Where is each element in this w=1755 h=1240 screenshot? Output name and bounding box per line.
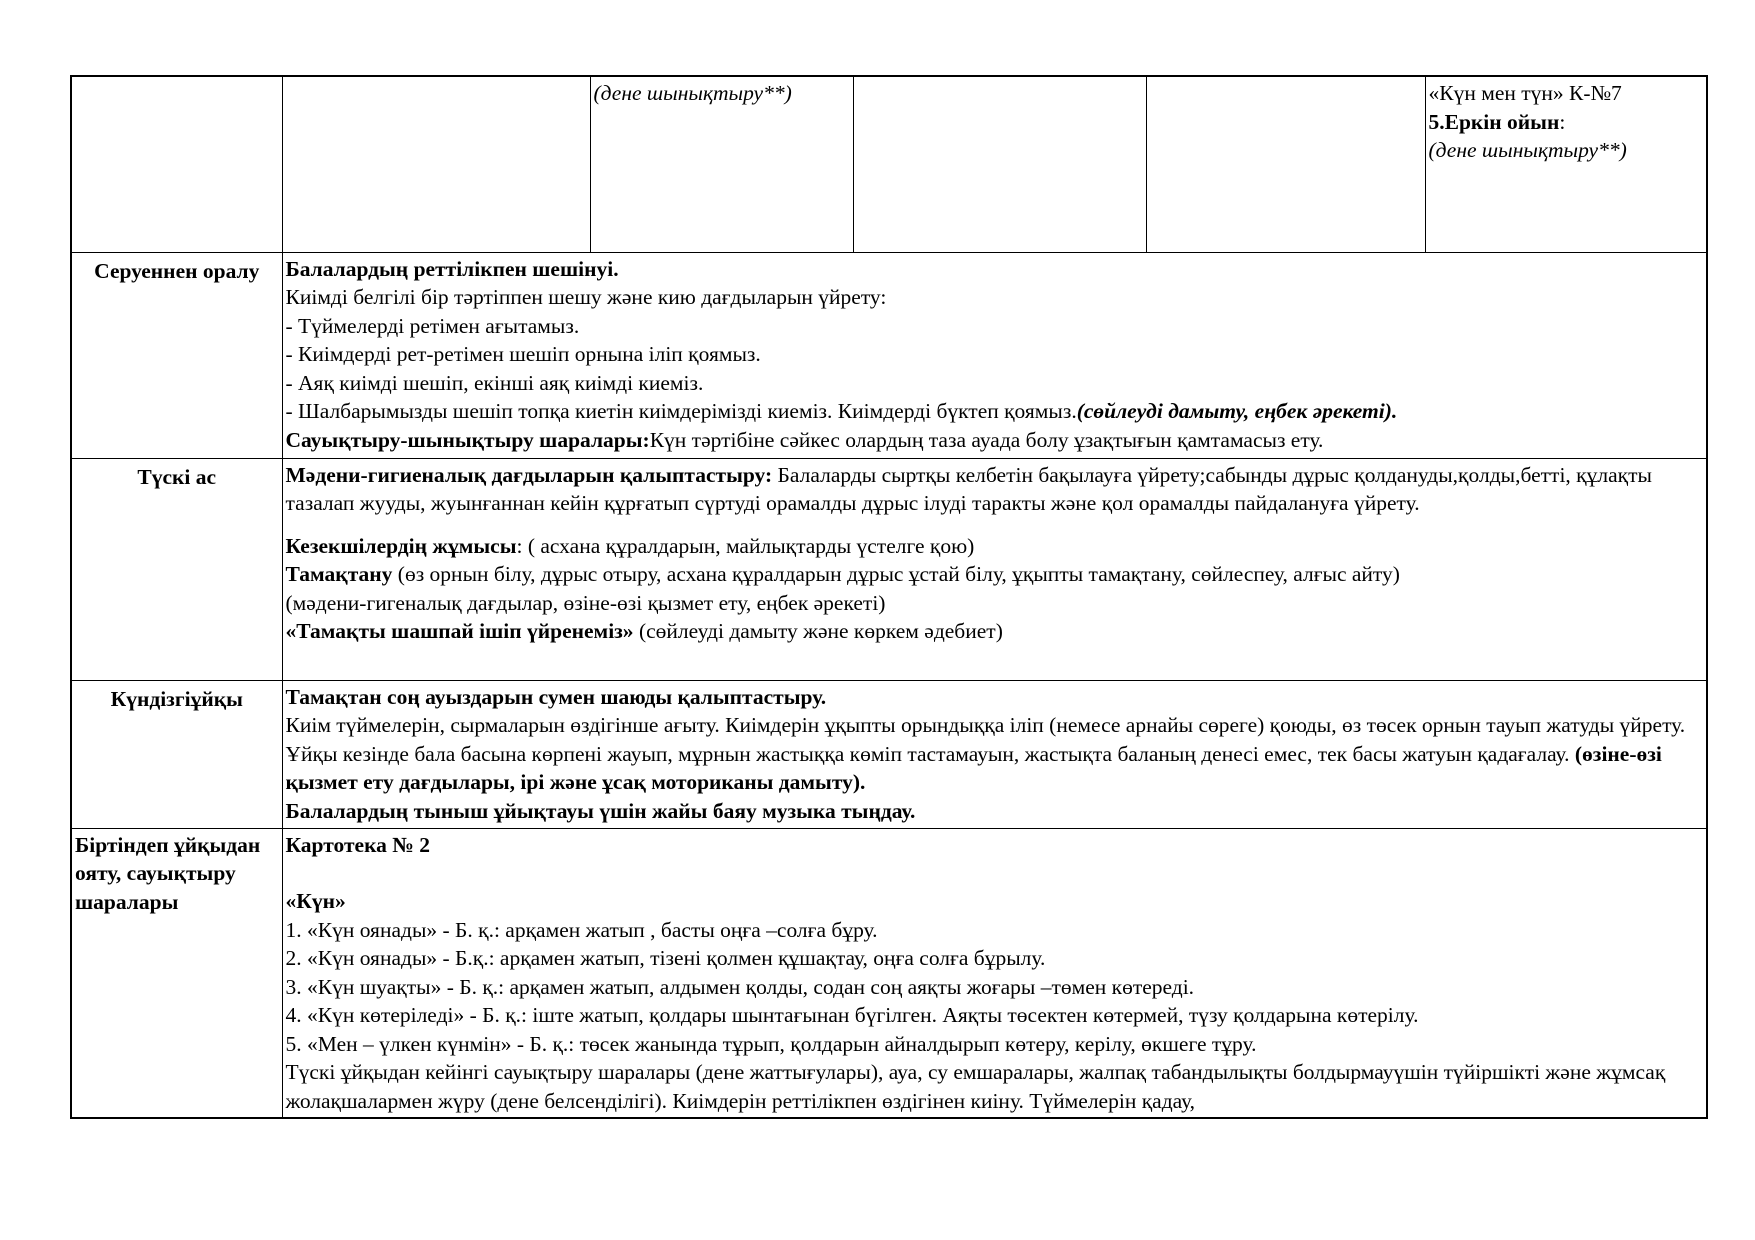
spacer xyxy=(286,518,1704,532)
paragraph xyxy=(286,461,1704,518)
inline-heading: Сауықтыру-шынықтыру шаралары: xyxy=(285,427,650,452)
exercise-item: 2. «Күн оянады» - Б.қ.: арқамен жатып, тізені қолмен құшақтау, оңға солға бұрылу. xyxy=(285,946,1046,970)
exercise-item: 4. «Күн көтеріледі» - Б. қ.: іште жатып, қолдары шынтағынан бүгілген. Аяқты төсектен көтермей, түзу қолдарына көтерілу. xyxy=(285,1003,1419,1027)
inline-text: Балаларды сыртқы келбетін бақылауға үйрету;сабынды дұрыс қолдануды,қолды,бетті, құлақты тазалап жууды, жуынғаннан кейін құрғатып сүртуді орамалды дұрыс ілуді таракты және қол орамалды пайдалануға үйрету. xyxy=(285,462,1652,515)
inline-text: Киім түймелерін, сырмаларын өздігінше ағыту. Киімдерін ұқыпты орындыққа іліп (немесе арнайы сөреге) қоюды, өз төсек орнын тауып жатуды үйрету. Ұйқы кезінде бала басына көрпені жауып, мұрнын жастыққа көміп тастамауын, жастықта баланың денесі емес, тек басы жатуын қадағалау. xyxy=(285,713,1686,766)
free-play-colon: : xyxy=(1559,109,1566,134)
cell-text xyxy=(590,76,853,252)
empty-cell xyxy=(71,76,282,252)
schedule-table xyxy=(70,75,1708,1119)
free-play-heading: 5.Еркін ойын xyxy=(1428,109,1560,134)
inline-text: : ( асхана құралдарын, майлықтарды үстелге қою) xyxy=(516,533,975,558)
inline-heading: Тамақтану xyxy=(285,562,393,586)
row-label: Күндізгіұйқы xyxy=(71,680,282,828)
exercise-item: 1. «Күн оянады» - Б. қ.: арқамен жатып , басты оңға –солға бұру. xyxy=(285,917,878,942)
skill-note: (сөйлеуді дамыту, еңбек әрекеті). xyxy=(1076,399,1398,423)
card-index-title: Картотека № 2 xyxy=(285,832,430,857)
exercise-item: 5. «Мен – үлкен күнмін» - Б. қ.: төсек жанында тұрып, қолдарын айналдырып көтеру, керілу, өкшеге тұру. xyxy=(285,1031,1257,1056)
empty-cell xyxy=(1146,76,1425,252)
inline-text: (сөйлеуді дамыту және көркем әдебиет) xyxy=(633,619,1003,643)
row-label: Біртіндеп ұйқыдан ояту, сауықтыру шаралары xyxy=(71,828,282,1118)
skill-note: (өзіне-өзі қызмет ету дағдылары, ірі және ұсақ моториканы дамыту). xyxy=(285,741,1662,794)
list-item xyxy=(286,397,1704,426)
cell-text xyxy=(282,828,1707,1118)
text-line: Киімді белгілі бір тәртіппен шешу және кию дағдыларын үйрету: xyxy=(285,285,887,309)
empty-cell xyxy=(282,76,590,252)
paragraph xyxy=(286,617,1704,646)
inline-heading: Кезекшілердің жұмысы xyxy=(285,533,517,558)
list-item-text: - Шалбарымызды шешіп топқа киетін киімдерімізді киеміз. Киімдерді бүктеп қоямыз. xyxy=(285,399,1077,423)
cell-text xyxy=(282,252,1707,458)
cell-text xyxy=(282,680,1707,828)
text-line: (мәдени-гигеналық дағдылар, өзіне-өзі қызмет ету, еңбек әрекеті) xyxy=(285,590,886,615)
paragraph: Түскі ұйқыдан кейінгі сауықтыру шаралары (дене жаттығулары), ауа, су емшаралары, жалпақ табандылықты болдырмауүшін түйіршікті және жұмсақ жолақшалармен жүру (дене белсенділігі). Киімдерін реттілікпен өздігінен киіну. Түймелерін қадау, xyxy=(285,1060,1666,1113)
paragraph xyxy=(286,711,1704,797)
table-row xyxy=(71,680,1707,828)
paragraph xyxy=(286,532,1704,561)
inline-heading: «Тамақты шашпай ішіп үйренеміз» xyxy=(285,619,634,643)
row-label: Түскі ас xyxy=(71,458,282,680)
spacer xyxy=(286,859,1704,887)
exercise-set-title: «Күн» xyxy=(285,889,346,913)
inline-text: (өз орнын білу, дұрыс отыру, асхана құралдарын дұрыс ұстай білу, ұқыпты тамақтану, сөйлеспеу, алғыс айту) xyxy=(392,562,1400,586)
table-row xyxy=(71,76,1707,252)
free-play-line xyxy=(1429,108,1704,137)
section-heading: Тамақтан соң ауыздарын сумен шаюды қалыптастыру. xyxy=(285,684,827,709)
document-page xyxy=(70,75,1706,1119)
inline-text: Күн тәртібіне сәйкес олардың таза ауада болу ұзақтығын қамтамасыз ету. xyxy=(649,427,1324,452)
table-row xyxy=(71,458,1707,680)
paragraph xyxy=(286,560,1704,589)
section-heading: Балалардың реттілікпен шешінуі. xyxy=(285,256,619,281)
game-card-ref: «Күн мен түн» К-№7 xyxy=(1428,81,1622,105)
cell-text xyxy=(1425,76,1707,252)
cell-text xyxy=(282,458,1707,680)
table-row xyxy=(71,252,1707,458)
activity-note: (дене шынықтыру**) xyxy=(593,81,792,105)
text-line xyxy=(286,426,1704,455)
table-row xyxy=(71,828,1707,1118)
list-item: - Түймелерді ретімен ағытамыз. xyxy=(285,313,580,338)
empty-cell xyxy=(853,76,1146,252)
exercise-item: 3. «Күн шуақты» - Б. қ.: арқамен жатып, алдымен қолды, содан соң аяқты жоғары –төмен көтереді. xyxy=(285,974,1195,999)
row-label: Серуеннен оралу xyxy=(71,252,282,458)
activity-note: (дене шынықтыру**) xyxy=(1428,138,1627,162)
inline-heading: Мәдени-гигиеналық дағдыларын қалыптастыру: xyxy=(285,462,773,487)
section-heading: Балалардың тыныш ұйықтауы үшін жайы баяу музыка тыңдау. xyxy=(285,798,916,823)
list-item: - Киімдерді рет-ретімен шешіп орнына іліп қоямыз. xyxy=(285,342,761,366)
list-item: - Аяқ киімді шешіп, екінші аяқ киімді киеміз. xyxy=(285,370,704,395)
